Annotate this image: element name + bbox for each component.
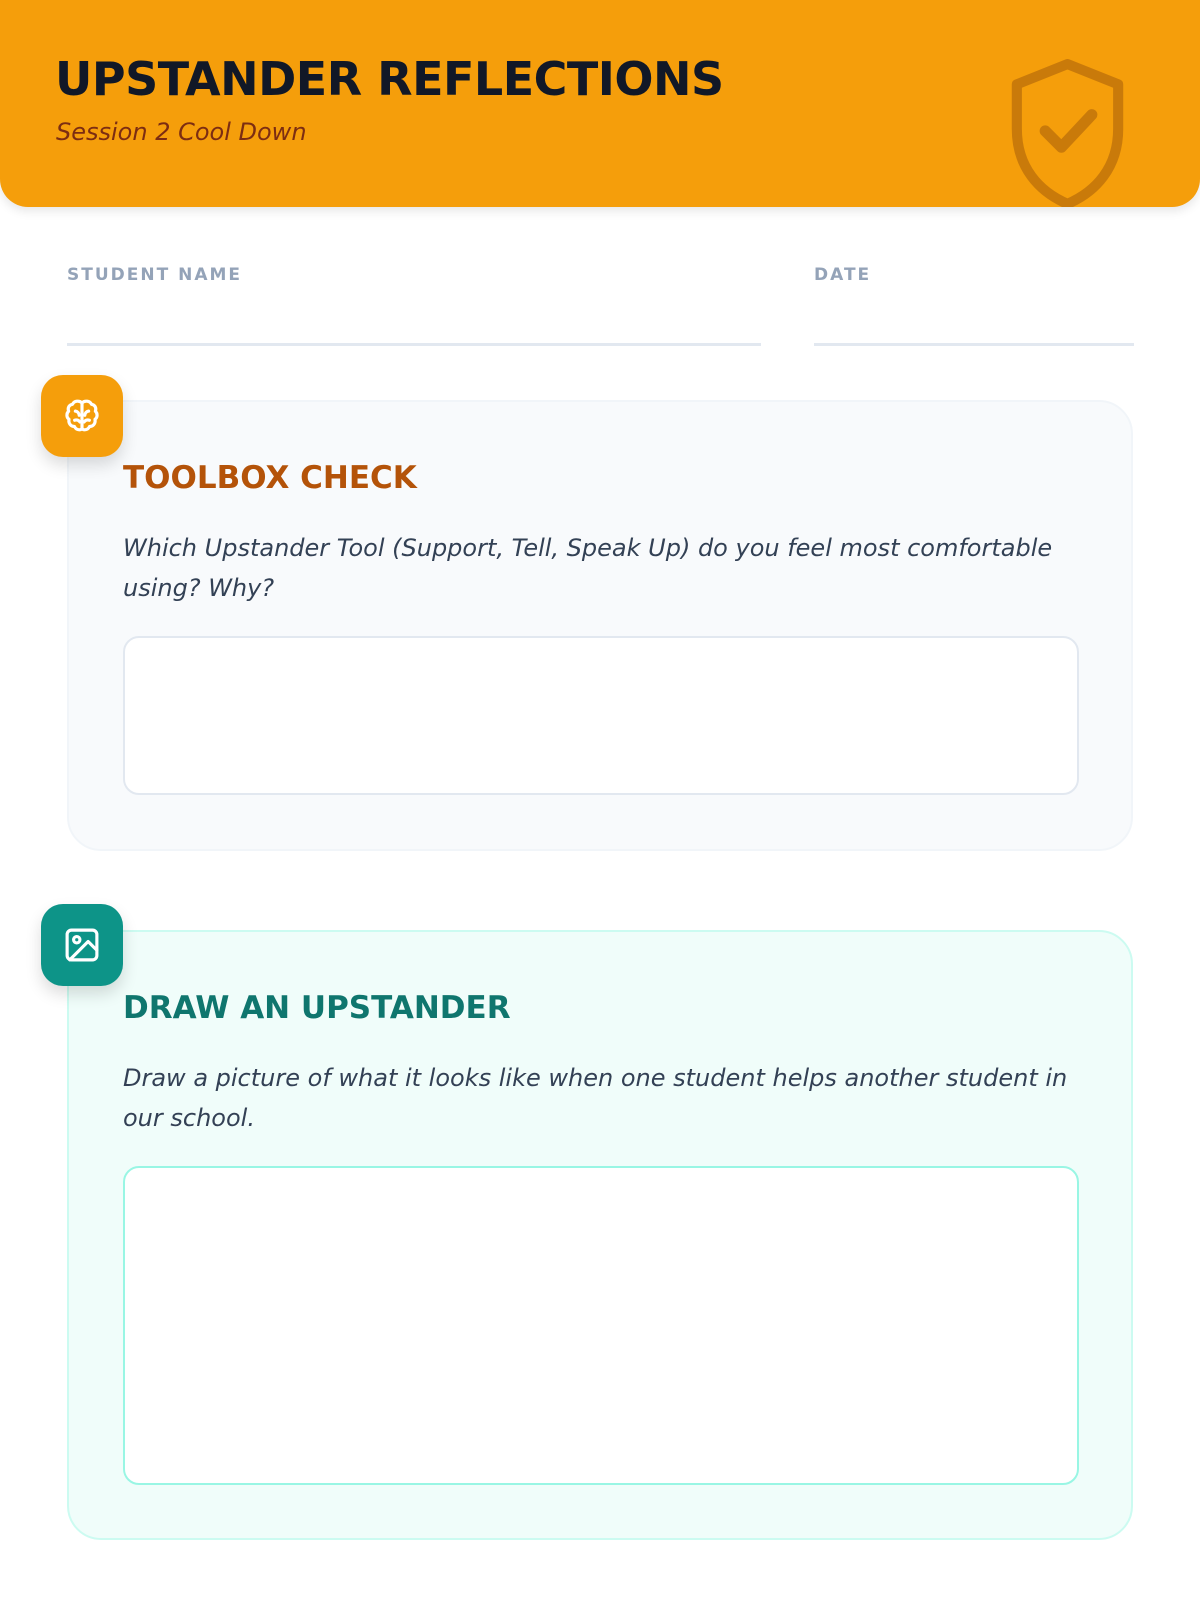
student-name-label: STUDENT NAME [67, 265, 243, 285]
section-title-toolbox-check: TOOLBOX CHECK [123, 460, 417, 496]
brain-icon [41, 375, 123, 457]
drawing-area[interactable] [123, 1166, 1079, 1485]
page-title: UPSTANDER REFLECTIONS [55, 52, 724, 106]
date-label: DATE [814, 265, 872, 285]
image-icon [41, 904, 123, 986]
section-prompt-toolbox-check: Which Upstander Tool (Support, Tell, Speak Up) do you feel most comfortable using? Why? [123, 534, 1053, 602]
toolbox-answer-box[interactable] [123, 636, 1079, 795]
header-banner [0, 0, 1200, 207]
shield-check-icon [995, 58, 1140, 207]
student-name-field[interactable] [67, 343, 761, 346]
date-field[interactable] [814, 343, 1134, 346]
section-title-draw-upstander: DRAW AN UPSTANDER [123, 990, 511, 1026]
page-subtitle: Session 2 Cool Down [56, 118, 307, 146]
section-prompt-draw-upstander: Draw a picture of what it looks like when one student helps another student in our school. [123, 1064, 1068, 1132]
